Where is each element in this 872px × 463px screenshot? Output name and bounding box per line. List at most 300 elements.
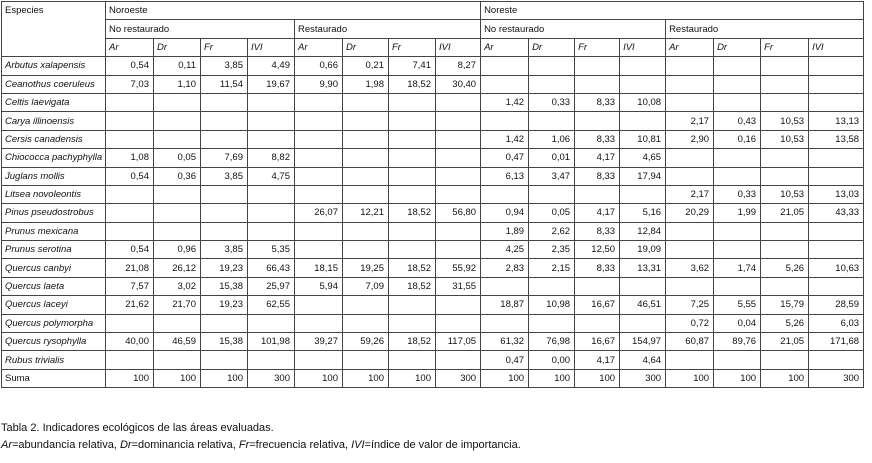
metric-header: Dr [343, 38, 389, 56]
value-cell: 8,33 [575, 222, 620, 240]
value-cell: 1,06 [529, 130, 575, 148]
value-cell [809, 57, 864, 75]
value-cell [248, 351, 295, 369]
value-cell [436, 167, 481, 185]
value-cell [154, 314, 201, 332]
value-cell [761, 277, 809, 295]
value-cell [106, 112, 154, 130]
total-value-cell: 100 [106, 369, 154, 387]
total-value-cell: 100 [481, 369, 529, 387]
table-row [2, 222, 864, 240]
value-cell [106, 185, 154, 203]
value-cell: 0,72 [666, 314, 714, 332]
value-cell: 12,21 [343, 204, 389, 222]
value-cell [201, 185, 248, 203]
value-cell [248, 185, 295, 203]
value-cell: 7,57 [106, 277, 154, 295]
value-cell [295, 351, 343, 369]
value-cell: 61,32 [481, 333, 529, 351]
value-cell: 30,40 [436, 75, 481, 93]
value-cell: 4,65 [620, 149, 666, 167]
value-cell: 55,92 [436, 259, 481, 277]
value-cell: 0,96 [154, 241, 201, 259]
value-cell: 2,83 [481, 259, 529, 277]
metric-header: IVI [248, 38, 295, 56]
total-value-cell: 100 [201, 369, 248, 387]
value-cell: 4,17 [575, 149, 620, 167]
value-cell [154, 222, 201, 240]
total-value-cell: 100 [295, 369, 343, 387]
value-cell [389, 222, 436, 240]
value-cell: 13,03 [809, 185, 864, 203]
species-name: Quercus canbyi [2, 259, 106, 277]
value-cell [761, 75, 809, 93]
value-cell: 2,35 [529, 241, 575, 259]
value-cell [575, 57, 620, 75]
value-cell: 1,42 [481, 93, 529, 111]
species-name: Cersis canadensis [2, 130, 106, 148]
value-cell: 9,90 [295, 75, 343, 93]
value-cell [666, 167, 714, 185]
legend-definition: =índice de valor de importancia. [364, 439, 521, 451]
value-cell: 0,05 [154, 149, 201, 167]
value-cell: 7,25 [666, 296, 714, 314]
table-row [2, 149, 864, 167]
value-cell: 19,25 [343, 259, 389, 277]
value-cell: 13,31 [620, 259, 666, 277]
value-cell: 3,47 [529, 167, 575, 185]
value-cell [666, 222, 714, 240]
value-cell: 1,10 [154, 75, 201, 93]
region-header-noreste: Noreste [481, 2, 864, 20]
value-cell: 89,76 [714, 333, 761, 351]
value-cell [389, 296, 436, 314]
value-cell: 5,26 [761, 314, 809, 332]
legend-abbreviation: Fr [238, 439, 250, 451]
value-cell [809, 351, 864, 369]
value-cell [714, 149, 761, 167]
species-name: Arbutus xalapensis [2, 57, 106, 75]
table-row [2, 259, 864, 277]
species-name: Quercus rysophylla [2, 333, 106, 351]
value-cell: 2,62 [529, 222, 575, 240]
value-cell [666, 241, 714, 259]
value-cell [343, 130, 389, 148]
value-cell [436, 130, 481, 148]
value-cell [389, 185, 436, 203]
value-cell [761, 167, 809, 185]
value-cell: 0,01 [529, 149, 575, 167]
value-cell: 2,17 [666, 112, 714, 130]
total-value-cell: 100 [666, 369, 714, 387]
value-cell [529, 277, 575, 295]
value-cell: 0,11 [154, 57, 201, 75]
value-cell [295, 241, 343, 259]
condition-header: No restaurado [481, 20, 666, 38]
value-cell [154, 112, 201, 130]
value-cell: 10,53 [761, 185, 809, 203]
value-cell: 21,05 [761, 333, 809, 351]
metric-header: Dr [714, 38, 761, 56]
value-cell: 76,98 [529, 333, 575, 351]
total-value-cell: 300 [248, 369, 295, 387]
value-cell [106, 351, 154, 369]
metric-header: Ar [295, 38, 343, 56]
metric-header: Ar [481, 38, 529, 56]
value-cell [295, 314, 343, 332]
value-cell [248, 112, 295, 130]
value-cell: 16,67 [575, 296, 620, 314]
value-cell [343, 112, 389, 130]
value-cell [620, 277, 666, 295]
value-cell: 19,09 [620, 241, 666, 259]
table-row [2, 241, 864, 259]
value-cell [154, 351, 201, 369]
value-cell: 8,27 [436, 57, 481, 75]
value-cell: 5,94 [295, 277, 343, 295]
value-cell: 20,29 [666, 204, 714, 222]
value-cell: 12,50 [575, 241, 620, 259]
value-cell: 1,74 [714, 259, 761, 277]
metric-header: Dr [529, 38, 575, 56]
value-cell [761, 241, 809, 259]
value-cell: 62,55 [248, 296, 295, 314]
value-cell [295, 93, 343, 111]
value-cell [201, 93, 248, 111]
value-cell: 0,33 [714, 185, 761, 203]
value-cell [666, 351, 714, 369]
value-cell: 17,94 [620, 167, 666, 185]
value-cell [436, 222, 481, 240]
metric-header: IVI [809, 38, 864, 56]
value-cell [761, 351, 809, 369]
condition-header: No restaurado [106, 20, 295, 38]
value-cell: 4,17 [575, 351, 620, 369]
value-cell [436, 351, 481, 369]
value-cell [809, 75, 864, 93]
value-cell: 28,59 [809, 296, 864, 314]
metric-header: Ar [106, 38, 154, 56]
value-cell [248, 204, 295, 222]
value-cell [809, 93, 864, 111]
value-cell: 21,05 [761, 204, 809, 222]
value-cell: 10,53 [761, 130, 809, 148]
metric-header: Fr [389, 38, 436, 56]
value-cell [666, 75, 714, 93]
value-cell [620, 112, 666, 130]
value-cell: 5,55 [714, 296, 761, 314]
value-cell: 4,17 [575, 204, 620, 222]
caption-legend [1, 437, 521, 454]
value-cell: 8,33 [575, 167, 620, 185]
value-cell: 43,33 [809, 204, 864, 222]
value-cell: 15,79 [761, 296, 809, 314]
total-value-cell: 100 [343, 369, 389, 387]
value-cell [343, 222, 389, 240]
value-cell: 46,51 [620, 296, 666, 314]
value-cell [620, 314, 666, 332]
value-cell [295, 112, 343, 130]
value-cell [714, 277, 761, 295]
value-cell [481, 185, 529, 203]
value-cell: 16,67 [575, 333, 620, 351]
value-cell: 26,07 [295, 204, 343, 222]
value-cell: 1,98 [343, 75, 389, 93]
value-cell: 171,68 [809, 333, 864, 351]
metric-header: Dr [154, 38, 201, 56]
metric-header: IVI [620, 38, 666, 56]
value-cell: 3,85 [201, 57, 248, 75]
value-cell [295, 130, 343, 148]
value-cell [481, 314, 529, 332]
value-cell [714, 167, 761, 185]
value-cell [343, 149, 389, 167]
value-cell: 1,99 [714, 204, 761, 222]
table-row [2, 57, 864, 75]
table-caption [1, 420, 521, 454]
condition-header: Restaurado [295, 20, 481, 38]
value-cell: 7,09 [343, 277, 389, 295]
value-cell [529, 185, 575, 203]
value-cell: 3,85 [201, 167, 248, 185]
legend-definition: =frecuencia relativa, [249, 439, 352, 451]
species-name: Quercus laeta [2, 277, 106, 295]
value-cell [481, 277, 529, 295]
value-cell [154, 130, 201, 148]
table-row [2, 75, 864, 93]
value-cell: 5,16 [620, 204, 666, 222]
value-cell: 4,64 [620, 351, 666, 369]
value-cell [809, 167, 864, 185]
value-cell: 18,87 [481, 296, 529, 314]
value-cell: 8,33 [575, 259, 620, 277]
value-cell: 66,43 [248, 259, 295, 277]
value-cell [201, 204, 248, 222]
species-name: Rubus trivialis [2, 351, 106, 369]
value-cell [714, 75, 761, 93]
value-cell: 7,69 [201, 149, 248, 167]
species-name: Carya illinoensis [2, 112, 106, 130]
value-cell: 26,12 [154, 259, 201, 277]
total-value-cell: 100 [389, 369, 436, 387]
value-cell: 0,36 [154, 167, 201, 185]
value-cell: 6,13 [481, 167, 529, 185]
table-row [2, 204, 864, 222]
value-cell [106, 222, 154, 240]
value-cell [389, 351, 436, 369]
value-cell [809, 277, 864, 295]
value-cell [295, 149, 343, 167]
legend-definition: =dominancia relativa, [131, 439, 239, 451]
value-cell [343, 241, 389, 259]
value-cell: 25,97 [248, 277, 295, 295]
value-cell [248, 314, 295, 332]
value-cell [343, 351, 389, 369]
total-value-cell: 100 [529, 369, 575, 387]
legend-abbreviation: Ar [1, 439, 12, 451]
value-cell: 19,23 [201, 296, 248, 314]
value-cell [343, 93, 389, 111]
species-name: Prunus serotina [2, 241, 106, 259]
value-cell: 15,38 [201, 333, 248, 351]
species-name: Quercus polymorpha [2, 314, 106, 332]
value-cell [714, 93, 761, 111]
value-cell [106, 314, 154, 332]
value-cell [714, 57, 761, 75]
value-cell [575, 277, 620, 295]
value-cell: 0,21 [343, 57, 389, 75]
species-name: Celtis laevigata [2, 93, 106, 111]
value-cell [248, 130, 295, 148]
value-cell: 11,54 [201, 75, 248, 93]
value-cell: 2,15 [529, 259, 575, 277]
value-cell [389, 93, 436, 111]
value-cell: 0,94 [481, 204, 529, 222]
table-row [2, 185, 864, 203]
value-cell: 18,52 [389, 333, 436, 351]
value-cell: 10,98 [529, 296, 575, 314]
value-cell: 0,00 [529, 351, 575, 369]
table-row [2, 130, 864, 148]
metric-header: Fr [575, 38, 620, 56]
value-cell: 8,33 [575, 93, 620, 111]
value-cell [809, 241, 864, 259]
header-row-metrics [2, 38, 864, 56]
value-cell: 10,08 [620, 93, 666, 111]
ecological-indicators-table [1, 1, 864, 388]
value-cell [248, 222, 295, 240]
value-cell: 12,84 [620, 222, 666, 240]
value-cell [529, 112, 575, 130]
value-cell: 13,58 [809, 130, 864, 148]
value-cell [106, 93, 154, 111]
value-cell: 0,47 [481, 351, 529, 369]
condition-header: Restaurado [666, 20, 864, 38]
value-cell [809, 222, 864, 240]
value-cell [201, 112, 248, 130]
value-cell [666, 149, 714, 167]
value-cell [389, 149, 436, 167]
value-cell: 0,66 [295, 57, 343, 75]
value-cell: 60,87 [666, 333, 714, 351]
value-cell [343, 314, 389, 332]
total-row [2, 369, 864, 387]
value-cell [809, 149, 864, 167]
value-cell: 10,53 [761, 112, 809, 130]
metric-header: Fr [761, 38, 809, 56]
value-cell: 0,54 [106, 167, 154, 185]
value-cell: 19,23 [201, 259, 248, 277]
value-cell: 0,54 [106, 241, 154, 259]
value-cell [201, 130, 248, 148]
species-name: Prunus mexicana [2, 222, 106, 240]
value-cell: 1,08 [106, 149, 154, 167]
value-cell [343, 185, 389, 203]
value-cell: 4,75 [248, 167, 295, 185]
value-cell [201, 314, 248, 332]
metric-header: IVI [436, 38, 481, 56]
species-name: Pinus pseudostrobus [2, 204, 106, 222]
value-cell: 7,03 [106, 75, 154, 93]
table-row [2, 112, 864, 130]
value-cell [154, 93, 201, 111]
value-cell [295, 167, 343, 185]
value-cell: 21,70 [154, 296, 201, 314]
value-cell [666, 57, 714, 75]
value-cell: 8,82 [248, 149, 295, 167]
value-cell: 18,15 [295, 259, 343, 277]
table-row [2, 314, 864, 332]
value-cell: 1,42 [481, 130, 529, 148]
value-cell [295, 185, 343, 203]
value-cell [389, 130, 436, 148]
legend-abbreviation: IVI [351, 439, 365, 451]
value-cell: 0,33 [529, 93, 575, 111]
value-cell: 0,16 [714, 130, 761, 148]
value-cell: 6,03 [809, 314, 864, 332]
value-cell: 3,62 [666, 259, 714, 277]
value-cell [343, 296, 389, 314]
value-cell: 40,00 [106, 333, 154, 351]
value-cell [436, 93, 481, 111]
table-row [2, 333, 864, 351]
value-cell: 2,90 [666, 130, 714, 148]
value-cell [620, 57, 666, 75]
total-value-cell: 100 [714, 369, 761, 387]
value-cell: 117,05 [436, 333, 481, 351]
value-cell: 0,05 [529, 204, 575, 222]
value-cell [389, 314, 436, 332]
species-name: Chiococca pachyphylla [2, 149, 106, 167]
total-value-cell: 100 [154, 369, 201, 387]
value-cell [575, 314, 620, 332]
value-cell: 21,62 [106, 296, 154, 314]
value-cell [761, 93, 809, 111]
species-name: Quercus laceyi [2, 296, 106, 314]
value-cell [761, 149, 809, 167]
value-cell: 8,33 [575, 130, 620, 148]
header-row-regions [2, 2, 864, 20]
value-cell: 39,27 [295, 333, 343, 351]
legend-abbreviation: Dr [119, 439, 132, 451]
table-body [2, 2, 864, 388]
total-label: Suma [2, 369, 106, 387]
value-cell [575, 112, 620, 130]
value-cell: 21,08 [106, 259, 154, 277]
species-name: Ceanothus coeruleus [2, 75, 106, 93]
value-cell: 101,98 [248, 333, 295, 351]
table-wrapper [1, 1, 864, 388]
value-cell [389, 112, 436, 130]
value-cell [575, 75, 620, 93]
value-cell [529, 75, 575, 93]
value-cell [154, 204, 201, 222]
value-cell: 7,41 [389, 57, 436, 75]
value-cell [389, 241, 436, 259]
table-row [2, 296, 864, 314]
value-cell [201, 351, 248, 369]
value-cell: 0,04 [714, 314, 761, 332]
value-cell: 13,13 [809, 112, 864, 130]
value-cell: 0,43 [714, 112, 761, 130]
value-cell: 18,52 [389, 277, 436, 295]
value-cell [620, 75, 666, 93]
total-value-cell: 100 [575, 369, 620, 387]
total-value-cell: 100 [761, 369, 809, 387]
value-cell [295, 222, 343, 240]
value-cell [575, 185, 620, 203]
total-value-cell: 300 [620, 369, 666, 387]
